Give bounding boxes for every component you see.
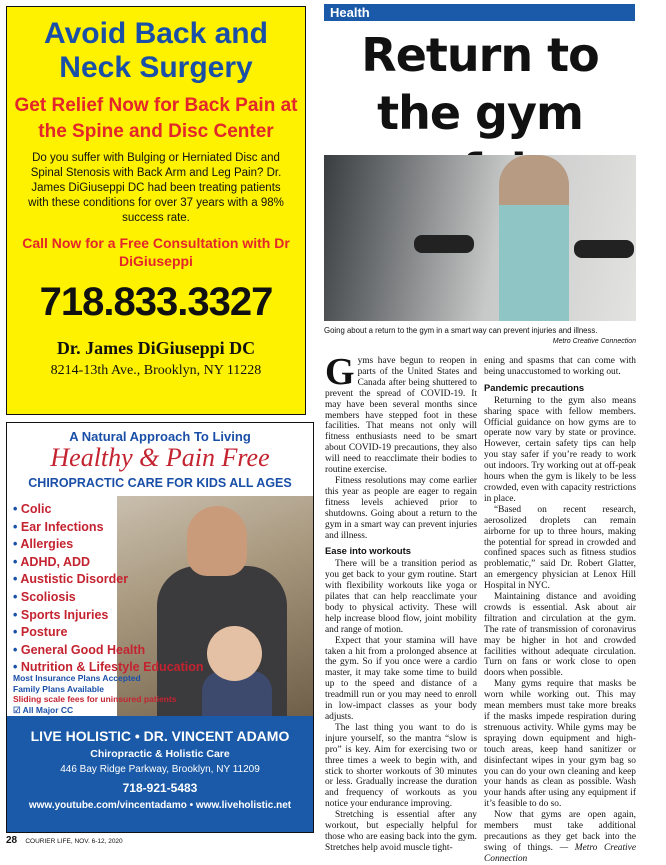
- ad-subtitle: CHIROPRACTIC CARE FOR KIDS ALL AGES: [28, 476, 292, 490]
- list-item: • ADHD, ADD: [13, 554, 204, 572]
- paragraph: Returning to the gym also means sharing space with fellow members. Official guidance on how gyms are to operate now vary by state or province. However, certain safety tips can help you stay safer if you’re ready to work out indoors. Try working out at off-peak hours when the gym is likely to be less crowded, even with capacity restrictions in place.: [484, 395, 636, 504]
- ad-phone: 718.833.3327: [39, 280, 273, 324]
- list-item: • Allergies: [13, 536, 204, 554]
- ad-body: Do you suffer with Bulging or Herniated Disc and Spinal Stenosis with Back Arm and Leg Pain? Dr. James DiGiuseppi DC had been treating patients with these conditions for over 37 years with a 98% success rate.: [28, 152, 284, 224]
- paragraph: ening and spasms that can come with being unaccustomed to working out.: [484, 356, 636, 377]
- photo-credit: Metro Creative Connection: [552, 338, 636, 345]
- paragraph: yms have begun to reopen in parts of the United States and Canada after being shuttered to prevent the spread of COVID-19. It may have been several months since members have stepped foot in these facilities. That means not only will fitness enthusiasts need to be smart about COVID-19 precautions, they also will need to reacclimate their bodies to routine exercise.: [325, 356, 477, 476]
- practice-address: 446 Bay Ridge Parkway, Brooklyn, NY 11209: [60, 764, 260, 775]
- practice-phone: 718-921-5483: [122, 781, 198, 795]
- page-footer: [6, 835, 123, 846]
- ad-brand: Healthy & Pain Free: [50, 443, 270, 472]
- ad-subheadline: Get Relief Now for Back Pain at the Spine and Disc Center: [14, 95, 298, 142]
- paragraph: The last thing you want to do is injure yourself, so the mantra “slow is pro” is key. Aim for exercising two or three times a week to begin with, and stick to shorter workouts of 30 minutes or less. Gradually increase the duration and frequency of workouts as you notice your endurance improving.: [325, 722, 477, 810]
- credit-card-line: ☑ All Major CC: [13, 704, 74, 715]
- paragraph: Now that gyms are open again, members must take additional precautions as they get back into the swing of things.: [484, 810, 636, 853]
- paragraph: Many gyms require that masks be worn while working out. This may mean members must take more breaks if the masks impede respiration during strenuous activity. While gyms may be spraying down equipment and high-touch areas, keep hand sanitizer or disinfectant wipes in your gym bag so you can do your own cleaning and keep your hands as clean as possible. Wash your hands after using any equipment if it’s feasible to do so.: [484, 679, 636, 810]
- paragraph: There will be a transition period as you get back to your gym routine. Start with flexibility workouts like yoga or pilates that can help reacclimate your body to physical activity. These will help increase blood flow, joint mobility and range of motion.: [325, 559, 477, 635]
- article-title: Return to the gym: [361, 28, 599, 140]
- chiropractic-ad: [6, 422, 314, 833]
- ad-headline: Avoid Back and Neck Surgery: [44, 17, 268, 84]
- ad-doctor-name: Dr. James DiGiuseppi DC: [56, 338, 256, 358]
- paragraph: “Based on recent research, aerosolized droplets can remain airborne for up to three hours, making the potential for spread in crowded and confined spaces such as fitness studios problematic,” said Dr. Robert Glatter, an emergency physician at Lenox Hill Hospital in NYC.: [484, 504, 636, 592]
- list-item: • Austistic Disorder: [13, 571, 204, 589]
- list-item: • Nutrition & Lifestyle Education: [13, 659, 204, 677]
- paragraph: Fitness resolutions may come earlier this year as people are eager to regain fitness levels achieved prior to shutdowns. Going about a return to the gym in a smart way can prevent injuries and illness.: [325, 475, 477, 541]
- paragraph: Expect that your stamina will have taken a hit from a prolonged absence at the gym. So if you once were a cardio master, it may take some time to build up to the speed and distance of a treadmill run or you may need to enroll in low-impact classes as your body adjusts.: [325, 635, 477, 722]
- paragraph: Maintaining distance and avoiding crowds is essential. Ask about air filtration and circulation at the gym. The rate of transmission of coronavirus may be higher in hot and crowded facilities without adequate circulation. Turn on fans or work close to open doors when possible.: [484, 592, 636, 679]
- gym-photo: [324, 155, 636, 321]
- drop-cap: G: [325, 351, 355, 393]
- article-column-1: [325, 351, 477, 854]
- article-signature: — Metro Creative Connection: [484, 842, 636, 864]
- list-item: • Ear Infections: [13, 519, 204, 537]
- paragraph: Stretching is essential after any workout, but especially helpful for those who are easing back into the gym. Stretches help avoid muscle tight-: [325, 810, 477, 853]
- page-number: 28: [6, 835, 18, 846]
- ad-cta: Call Now for a Free Consultation with Dr DiGiuseppi: [22, 235, 290, 269]
- list-item: • Sports Injuries: [13, 607, 204, 625]
- list-item: • General Good Health: [13, 642, 204, 660]
- sliding-scale-line: Sliding scale fees for uninsured patients: [13, 694, 177, 704]
- ad-contact-bar: [7, 716, 313, 832]
- ad-tagline: A Natural Approach To Living: [69, 429, 251, 444]
- insurance-line: Most Insurance Plans Accepted: [13, 673, 141, 683]
- practice-websites: www.youtube.com/vincentadamo • www.liveholistic.net: [28, 800, 292, 811]
- list-item: • Colic: [13, 501, 204, 519]
- section-label: Health: [324, 4, 635, 21]
- family-plans-line: Family Plans Available: [13, 683, 105, 694]
- publication-info: COURIER LIFE, NOV. 6-12, 2020: [25, 838, 123, 845]
- conditions-list: [13, 501, 204, 677]
- practice-name: LIVE HOLISTIC • DR. VINCENT ADAMO: [30, 728, 290, 744]
- list-item: • Scoliosis: [13, 589, 204, 607]
- subheading: Pandemic precautions: [484, 381, 585, 393]
- photo-caption: Going about a return to the gym in a smart way can prevent injuries and illness.: [324, 326, 598, 335]
- subheading: Ease into workouts: [325, 545, 411, 557]
- ad-address: 8214-13th Ave., Brooklyn, NY 11228: [50, 363, 262, 378]
- article-column-2: [484, 356, 636, 865]
- list-item: • Posture: [13, 624, 204, 642]
- practice-type: Chiropractic & Holistic Care: [90, 748, 230, 760]
- spine-center-ad: [6, 6, 306, 415]
